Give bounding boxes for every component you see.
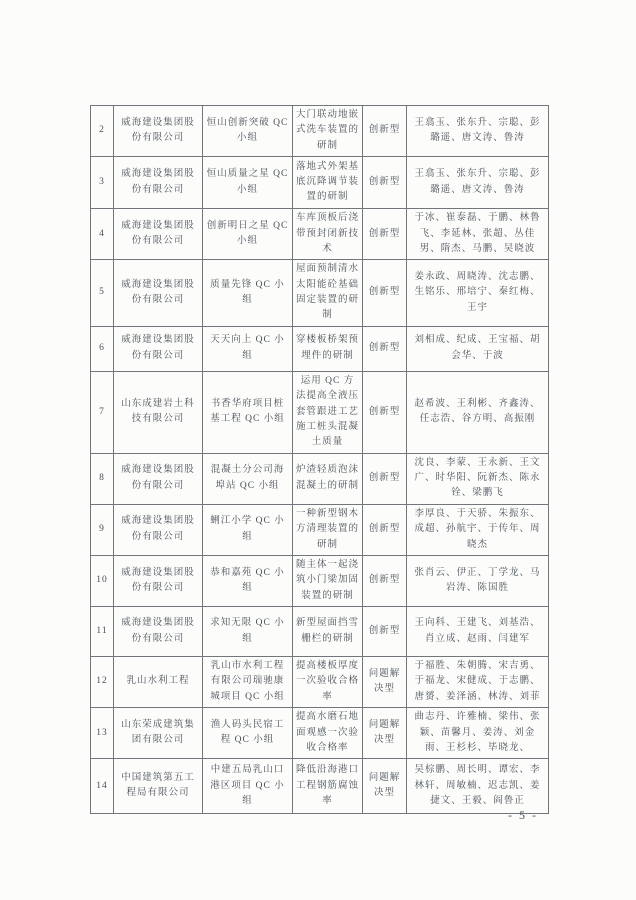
member-names-cell: 于冰、崔泰磊、于鹏、林鲁飞、李延林、张超、丛佳男、隋杰、马鹏、吴晓波	[407, 209, 549, 260]
row-number-cell: 5	[91, 260, 114, 327]
project-topic-cell: 落地式外架基底沉降调节装置的研制	[293, 157, 363, 209]
table-row	[91, 326, 549, 371]
company-name-cell: 乳山水利工程	[114, 657, 203, 708]
project-topic-cell: 提高水磨石地面观感一次验收合格率	[293, 708, 363, 759]
project-topic-cell: 大门联动地嵌式洗车装置的研制	[293, 106, 363, 157]
qc-group-name-cell: 恒山质量之星 QC 小组	[203, 157, 293, 209]
qc-group-name-cell: 蜊江小学 QC 小组	[203, 504, 293, 555]
qc-group-name-cell: 渔人码头民宿工程 QC 小组	[203, 708, 293, 759]
project-topic-cell: 一种新型钢木方清理装置的研制	[293, 504, 363, 555]
table-row	[91, 209, 549, 260]
row-number-cell: 4	[91, 209, 114, 260]
company-name-cell: 中国建筑第五工程局有限公司	[114, 759, 203, 814]
achievement-type-cell: 问题解决型	[363, 759, 407, 814]
achievement-type-cell: 创新型	[363, 504, 407, 555]
company-name-cell: 威海建设集团股份有限公司	[114, 209, 203, 260]
achievement-type-cell: 问题解决型	[363, 708, 407, 759]
qc-group-name-cell: 恒山创新突破 QC 小组	[203, 106, 293, 157]
table-row	[91, 157, 549, 209]
project-topic-cell: 新型屋面挡雪栅栏的研制	[293, 607, 363, 657]
member-names-cell: 于福胜、朱朝腾、宋吉勇、于福龙、宋健成、于志鹏、唐赟、姜泽涵、林涛、刘菲	[407, 657, 549, 708]
company-name-cell: 威海建设集团股份有限公司	[114, 326, 203, 371]
member-names-cell: 张肖云、伊正、丁学龙、马岩涛、陈国胜	[407, 555, 549, 606]
achievement-type-cell: 创新型	[363, 555, 407, 606]
row-number-cell: 13	[91, 708, 114, 759]
project-topic-cell: 炉渣轻质泡沫混凝土的研制	[293, 453, 363, 504]
table-row	[91, 555, 549, 606]
page-number: - 5 -	[508, 808, 538, 822]
project-topic-cell: 车库顶板后浇带预封闭新技术	[293, 209, 363, 260]
achievement-type-cell: 创新型	[363, 371, 407, 453]
table-row	[91, 607, 549, 657]
member-names-cell: 王翕玉、张东升、宗聪、彭璐遥、唐文涛、鲁涛	[407, 106, 549, 157]
qc-group-name-cell: 求知无限 QC 小组	[203, 607, 293, 657]
row-number-cell: 14	[91, 759, 114, 814]
achievement-type-cell: 创新型	[363, 607, 407, 657]
member-names-cell: 姜永政、周晓涛、沈志鹏、生铭乐、邢培宁、秦红梅、王宇	[407, 260, 549, 327]
qc-group-name-cell: 书香华府项目桩基工程 QC 小组	[203, 371, 293, 453]
achievement-type-cell: 创新型	[363, 209, 407, 260]
qc-group-name-cell: 天天向上 QC 小组	[203, 326, 293, 371]
table-row	[91, 759, 549, 814]
qc-group-name-cell: 乳山市水利工程有限公司瑞驰康城项目 QC 小组	[203, 657, 293, 708]
row-number-cell: 8	[91, 453, 114, 504]
qc-group-name-cell: 混凝土分公司海埠站 QC 小组	[203, 453, 293, 504]
qc-groups-table	[90, 105, 549, 814]
table-row	[91, 453, 549, 504]
row-number-cell: 9	[91, 504, 114, 555]
achievement-type-cell: 创新型	[363, 453, 407, 504]
table-row	[91, 106, 549, 157]
member-names-cell: 吴棕鹏、周长明、谭宏、李林轩、周敏楠、迟志凯、姜捷文、王毅、阎鲁正	[407, 759, 549, 814]
row-number-cell: 7	[91, 371, 114, 453]
project-topic-cell: 随主体一起浇筑小门梁加固装置的研制	[293, 555, 363, 606]
member-names-cell: 沈良、李蒙、王永新、王文广、时华阳、阮新杰、陈永铨、梁鹏飞	[407, 453, 549, 504]
company-name-cell: 威海建设集团股份有限公司	[114, 260, 203, 327]
project-topic-cell: 提高楼板厚度一次验收合格率	[293, 657, 363, 708]
member-names-cell: 曲志丹、许雅楠、梁伟、张颖、苗馨月、姜涛、刘金雨、王杉杉、毕晓龙、	[407, 708, 549, 759]
table-row	[91, 708, 549, 759]
table-row	[91, 260, 549, 327]
achievement-type-cell: 创新型	[363, 106, 407, 157]
project-topic-cell: 穿楼板桥架预埋件的研制	[293, 326, 363, 371]
project-topic-cell: 屋面预制清水太阳能砼基础固定装置的研制	[293, 260, 363, 327]
member-names-cell: 王向科、王建飞、刘基浩、肖立成、赵雨、闫建军	[407, 607, 549, 657]
company-name-cell: 威海建设集团股份有限公司	[114, 106, 203, 157]
project-topic-cell: 运用 QC 方法提高全液压套管跟进工艺施工桩头混凝土质量	[293, 371, 363, 453]
project-topic-cell: 降低沿海港口工程钢筋腐蚀率	[293, 759, 363, 814]
table-row	[91, 504, 549, 555]
member-names-cell: 李厚良、于天骄、朱振东、成超、孙航宇、于传年、周晓杰	[407, 504, 549, 555]
company-name-cell: 威海建设集团股份有限公司	[114, 555, 203, 606]
row-number-cell: 11	[91, 607, 114, 657]
row-number-cell: 12	[91, 657, 114, 708]
member-names-cell: 刘相成、纪成、王宝福、胡会华、于波	[407, 326, 549, 371]
company-name-cell: 山东成建岩土科技有限公司	[114, 371, 203, 453]
table-row	[91, 657, 549, 708]
table-row	[91, 371, 549, 453]
company-name-cell: 威海建设集团股份有限公司	[114, 504, 203, 555]
member-names-cell: 王翕玉、张东升、宗聪、彭璐遥、唐文涛、鲁涛	[407, 157, 549, 209]
qc-group-name-cell: 中建五局乳山口港区项目 QC 小组	[203, 759, 293, 814]
member-names-cell: 赵希波、王利彬、齐鑫涛、任志浩、谷方明、高振刚	[407, 371, 549, 453]
row-number-cell: 10	[91, 555, 114, 606]
achievement-type-cell: 创新型	[363, 157, 407, 209]
qc-group-name-cell: 创新明日之星 QC 小组	[203, 209, 293, 260]
achievement-type-cell: 创新型	[363, 326, 407, 371]
qc-group-name-cell: 质量先锋 QC 小组	[203, 260, 293, 327]
company-name-cell: 威海建设集团股份有限公司	[114, 607, 203, 657]
qc-group-name-cell: 恭和嘉苑 QC 小组	[203, 555, 293, 606]
achievement-type-cell: 问题解决型	[363, 657, 407, 708]
company-name-cell: 威海建设集团股份有限公司	[114, 157, 203, 209]
company-name-cell: 山东荣成建筑集团有限公司	[114, 708, 203, 759]
table-body	[91, 106, 549, 814]
row-number-cell: 3	[91, 157, 114, 209]
achievement-type-cell: 创新型	[363, 260, 407, 327]
row-number-cell: 6	[91, 326, 114, 371]
row-number-cell: 2	[91, 106, 114, 157]
company-name-cell: 威海建设集团股份有限公司	[114, 453, 203, 504]
